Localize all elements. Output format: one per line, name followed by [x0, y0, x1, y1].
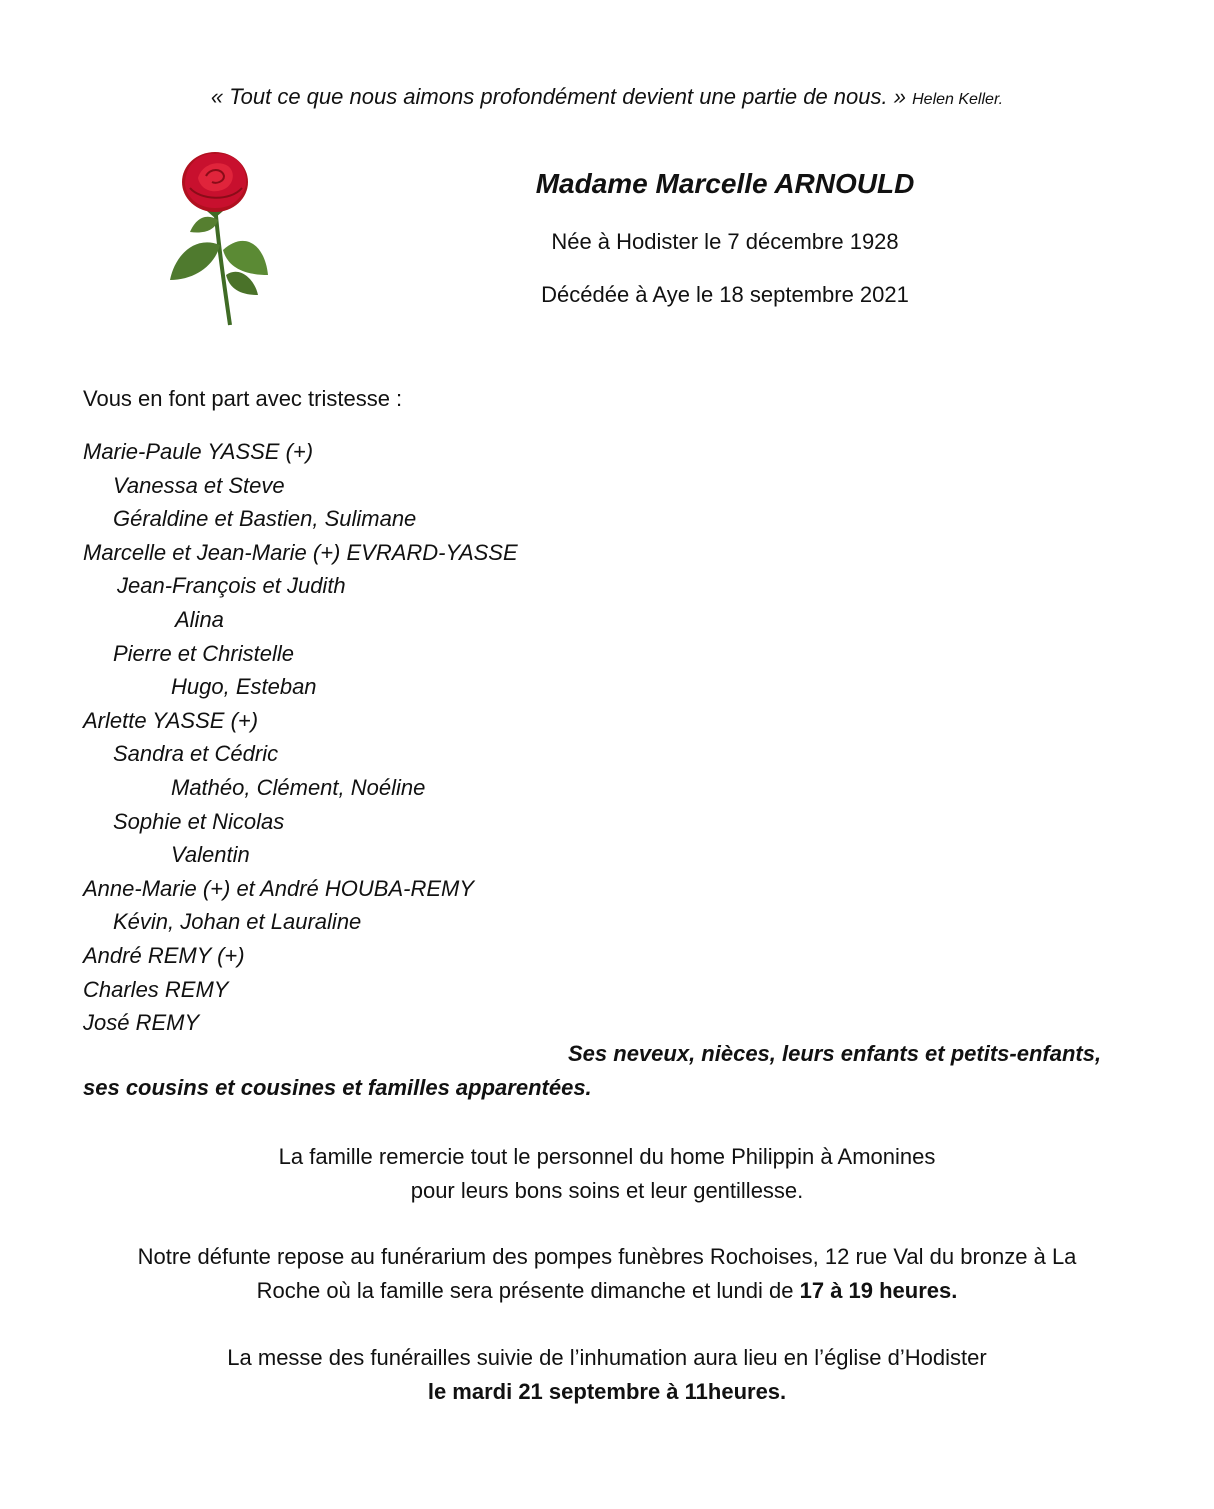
family-member: Vanessa et Steve [113, 472, 285, 498]
mass-date: le mardi 21 septembre à 11heures. [427, 1379, 787, 1404]
closing-line-1: Ses neveux, nièces, leurs enfants et petits-enfants, [568, 1041, 1102, 1066]
family-member: José REMY [83, 1010, 200, 1036]
family-member: Charles REMY [83, 976, 229, 1002]
family-member: André REMY (+) [83, 942, 245, 968]
family-member: Hugo, Esteban [171, 674, 317, 700]
birth-info: Née à Hodister le 7 décembre 1928 [551, 229, 899, 254]
repose-line-1: Notre défunte repose au funérarium des pompes funèbres Rochoises, 12 rue Val du bronze à La [137, 1244, 1077, 1269]
repose-line-2-wrap [100, 1274, 1114, 1308]
repose-line-2: Roche où la famille sera présente dimanche et lundi de [256, 1278, 794, 1303]
thanks-paragraph [100, 1140, 1114, 1208]
mass-paragraph [100, 1341, 1114, 1409]
quote-text: « Tout ce que nous aimons profondément devient une partie de nous. » [210, 84, 906, 109]
family-member: Sophie et Nicolas [113, 808, 285, 834]
family-member: Sandra et Cédric [113, 741, 279, 767]
family-member: Marie-Paule YASSE (+) [83, 439, 314, 464]
thanks-line-2: pour leurs bons soins et leur gentillesse. [410, 1178, 804, 1203]
quote-author: Helen Keller. [912, 91, 1004, 108]
family-member: Géraldine et Bastien, Sulimane [113, 506, 417, 532]
deceased-name: Madame Marcelle ARNOULD [535, 168, 915, 199]
family-member: Mathéo, Clément, Noéline [171, 774, 426, 800]
repose-paragraph [100, 1240, 1114, 1308]
family-list [83, 437, 518, 1042]
death-info: Décédée à Aye le 18 septembre 2021 [541, 282, 909, 307]
family-member: Anne-Marie (+) et André HOUBA-REMY [83, 875, 475, 901]
quote [0, 84, 1214, 110]
family-member: Marcelle et Jean-Marie (+) EVRARD-YASSE [83, 539, 518, 565]
family-member: Alina [175, 606, 224, 632]
closing-line-2: ses cousins et cousines et familles apparentées. [83, 1075, 592, 1100]
family-member: Jean-François et Judith [117, 573, 346, 599]
rose-icon [160, 150, 270, 330]
thanks-line-1: La famille remercie tout le personnel du home Philippin à Amonines [278, 1144, 936, 1169]
family-member: Kévin, Johan et Lauraline [113, 909, 362, 935]
intro-text: Vous en font part avec tristesse : [83, 386, 403, 411]
family-member: Valentin [171, 842, 250, 868]
mass-line-1: La messe des funérailles suivie de l’inhumation aura lieu en l’église d’Hodister [227, 1345, 987, 1370]
visiting-hours: 17 à 19 heures. [799, 1278, 958, 1303]
family-member: Arlette YASSE (+) [83, 707, 259, 733]
family-member: Pierre et Christelle [113, 640, 294, 666]
